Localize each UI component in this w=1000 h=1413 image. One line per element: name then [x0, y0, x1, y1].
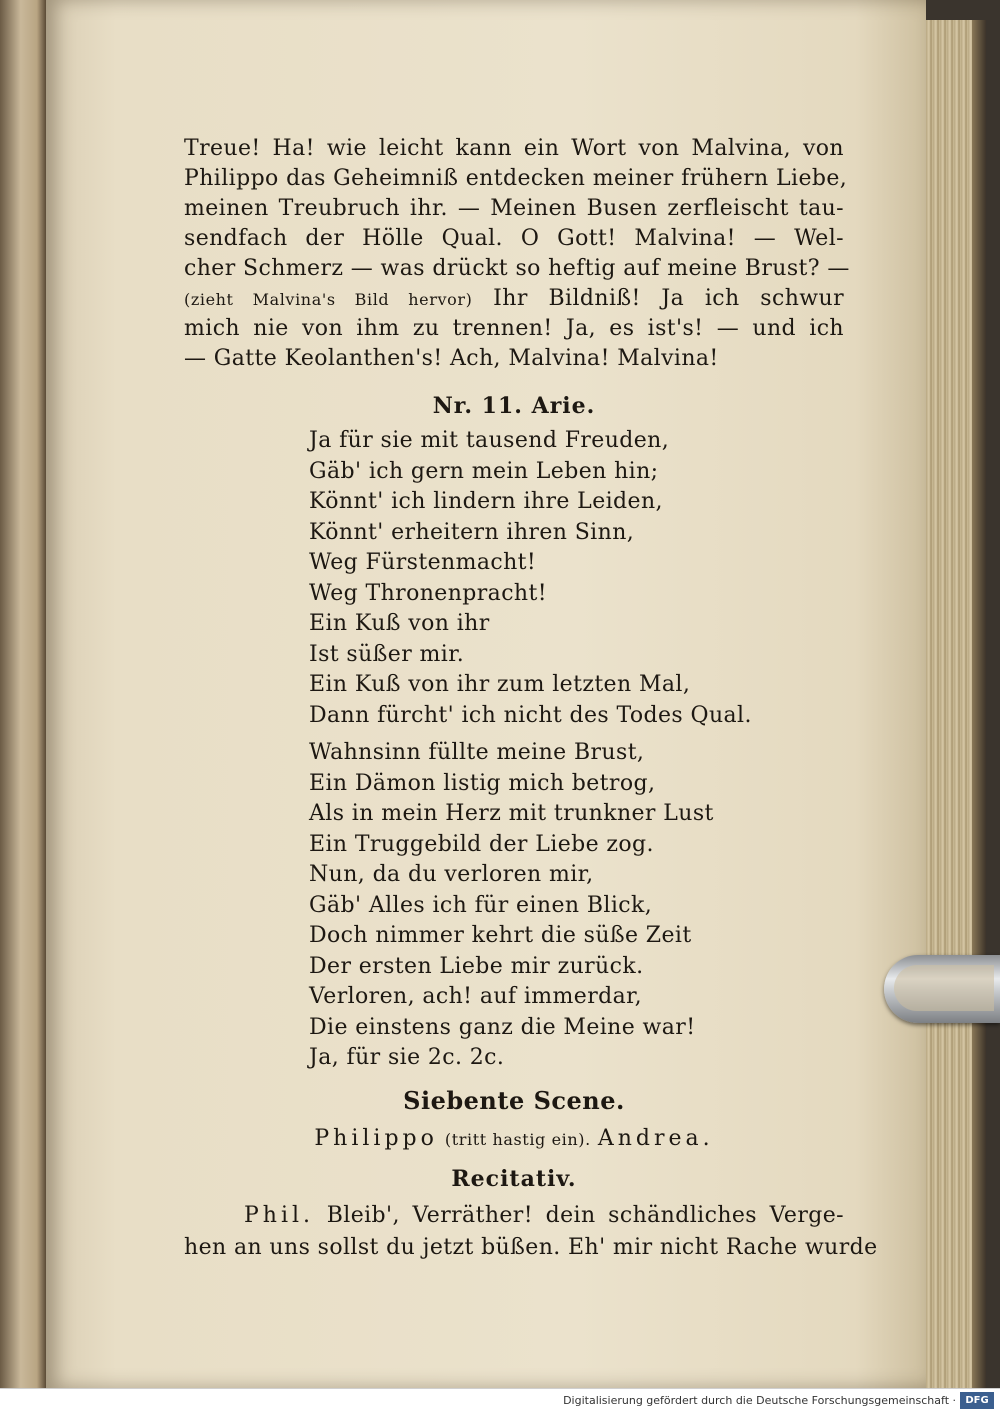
dialogue-line: hen an uns sollst du jetzt büßen. Eh' mir nicht Rache wurde	[184, 1235, 878, 1260]
verse-line: Ein Dämon listig mich betrog,	[309, 770, 656, 796]
recitative-heading: Recitativ.	[451, 1166, 577, 1192]
verse-line: Ein Truggebild der Liebe zog.	[309, 831, 654, 857]
verse-stanza-2	[309, 738, 809, 1074]
verse-line: Ein Kuß von ihr zum letzten Mal,	[309, 672, 691, 697]
dfg-logo: DFG	[960, 1392, 994, 1409]
prose-line	[184, 284, 844, 314]
verse-line: Gäb' Alles ich für einen Blick,	[309, 892, 653, 918]
verse-line: Ist süßer mir.	[309, 641, 465, 667]
character-name: Philippo	[314, 1126, 438, 1151]
speaker-name: Phil.	[244, 1203, 315, 1228]
character-name: Andrea.	[597, 1126, 714, 1151]
prose-line: Philippo das Geheimniß entdecken meiner frühern Liebe,	[184, 166, 848, 191]
facing-page-edge	[0, 0, 46, 1388]
verse-line: Ja, für sie 2c. 2c.	[309, 1045, 505, 1070]
verse-line: Ja für sie mit tausend Freuden,	[309, 428, 670, 453]
prose-line: cher Schmerz — was drückt so heftig auf meine Brust? —	[184, 256, 850, 281]
verse-line: Weg Thronenpracht!	[309, 580, 547, 606]
dialogue-text: Bleib', Verräther! dein schändliches Verge-	[326, 1203, 844, 1228]
verse-line: Könnt' ich lindern ihre Leiden,	[309, 489, 663, 514]
verse-line: Nun, da du verloren mir,	[309, 862, 594, 887]
verse-line: Als in mein Herz mit trunkner Lust	[309, 801, 714, 826]
stage-direction: (zieht Malvina's Bild hervor)	[184, 290, 473, 309]
prose-line: Treue! Ha! wie leicht kann ein Wort von Malvina, von	[184, 136, 844, 161]
funding-credit: Digitalisierung gefördert durch die Deutsche Forschungsgemeinschaft ·	[563, 1394, 956, 1407]
verse-line: Gäb' ich gern mein Leben hin;	[309, 458, 659, 484]
verse-line: Könnt' erheitern ihren Sinn,	[309, 519, 635, 545]
stage-direction: (tritt hastig ein).	[444, 1130, 591, 1149]
verse-line: Doch nimmer kehrt die süße Zeit	[309, 923, 692, 948]
cast-line	[184, 1126, 844, 1151]
page-edge-stack	[926, 20, 986, 1388]
prose-line: meinen Treubruch ihr. — Meinen Busen zerfleischt tau-	[184, 196, 844, 221]
prose-text: Ihr Bildniß! Ja ich schwur	[493, 286, 844, 311]
verse-line: Weg Fürstenmacht!	[309, 550, 537, 575]
dialogue-block	[184, 1200, 878, 1264]
scene-title: Siebente Scene.	[403, 1086, 625, 1115]
footer-bar	[0, 1388, 1000, 1413]
paper-clip	[884, 955, 1000, 1023]
book-page	[46, 0, 926, 1388]
verse-line: Ein Kuß von ihr	[309, 611, 490, 636]
dialogue-line	[184, 1200, 844, 1232]
aria-heading: Nr. 11. Arie.	[432, 393, 596, 419]
prose-line: sendfach der Hölle Qual. O Gott! Malvina! — Wel-	[184, 226, 844, 251]
verse-stanza-1	[309, 426, 809, 731]
verse-line: Dann fürcht' ich nicht des Todes Qual.	[309, 702, 752, 728]
verse-line: Wahnsinn füllte meine Brust,	[309, 740, 645, 765]
verse-line: Die einstens ganz die Meine war!	[309, 1014, 696, 1040]
prose-line: — Gatte Keolanthen's! Ach, Malvina! Malvina!	[184, 346, 719, 371]
prose-line: mich nie von ihm zu trennen! Ja, es ist's! — und ich	[184, 316, 844, 341]
verse-line: Verloren, ach! auf immerdar,	[309, 984, 643, 1009]
verse-line: Der ersten Liebe mir zurück.	[309, 953, 644, 979]
prose-block	[184, 134, 850, 374]
